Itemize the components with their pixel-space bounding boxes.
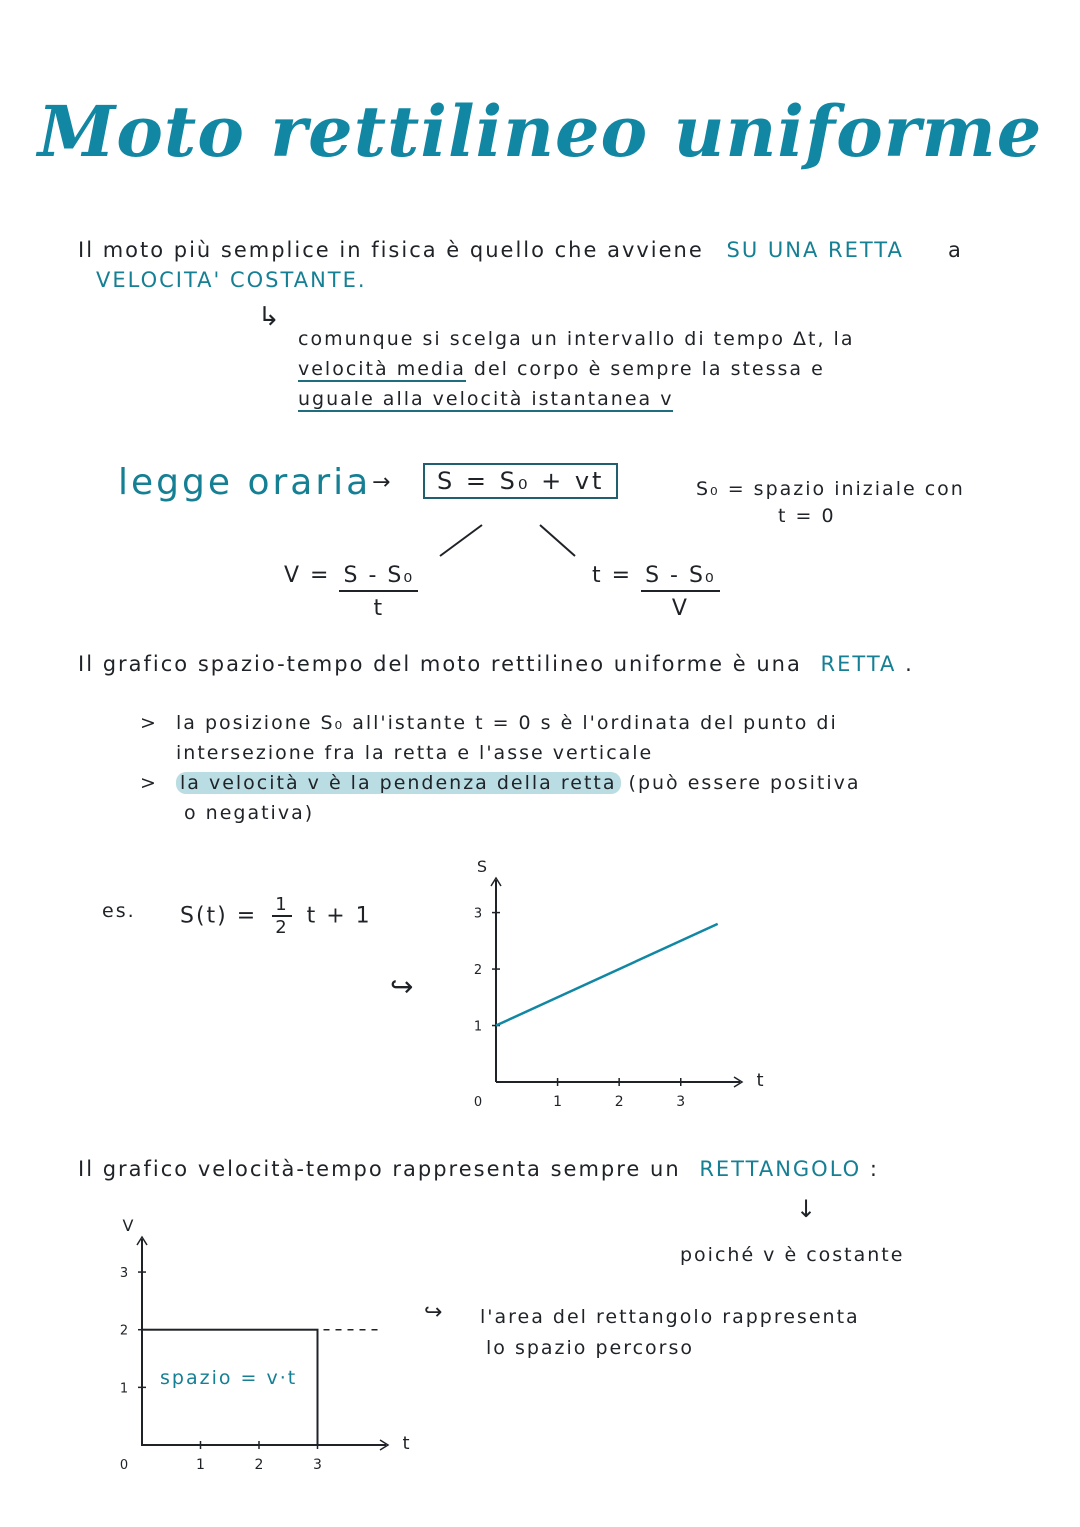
arrow-down-icon: ↓ [796, 1195, 817, 1223]
vt-colon: : [869, 1157, 879, 1181]
example-function [180, 894, 372, 938]
s0-definition: S₀ = spazio iniziale con [696, 478, 965, 500]
bullet-2-rest: (può essere positiva [628, 772, 861, 794]
y-axis-label: S [476, 860, 488, 876]
intro-highlight: SU UNA RETTA [726, 238, 904, 262]
vt-keyword: RETTANGOLO [699, 1157, 862, 1181]
y-axis-label: V [122, 1216, 134, 1235]
s0-definition-cond: t = 0 [778, 505, 836, 527]
arrow-right-icon: ↪ [424, 1300, 443, 1325]
area-label: spazio = v·t [160, 1367, 298, 1389]
example-denominator: 2 [275, 917, 289, 938]
page-title: Moto rettilineo uniforme [37, 90, 1043, 173]
x-tick-label: 1 [553, 1094, 563, 1110]
example-numerator: 1 [272, 894, 291, 917]
law-label: legge oraria [118, 462, 372, 503]
bullet-1-line-1: la posizione S₀ all'istante t = 0 s è l'ordinata del punto di [176, 712, 838, 734]
note-line-1: comunque si scelga un intervallo di tempo Δt, la [298, 328, 855, 350]
velocity-time-chart [90, 1215, 410, 1495]
vt-sentence [78, 1157, 879, 1181]
intro-connector: a [948, 238, 963, 262]
graph-sentence [78, 652, 914, 676]
graph-sentence-text: Il grafico spazio-tempo del moto rettilineo uniforme è una [78, 652, 802, 676]
t-lhs: t = [592, 563, 633, 588]
vt-sentence-text: Il grafico velocità-tempo rappresenta sempre un [78, 1157, 681, 1181]
example-lhs: S(t) = [180, 903, 258, 929]
y-tick-label: 1 [473, 1019, 483, 1035]
law-arrow: → [372, 470, 391, 495]
area-line-1: l'area del rettangolo rappresenta [480, 1306, 860, 1328]
curved-arrow-icon: ↳ [258, 302, 280, 332]
v-numerator: S - S₀ [339, 563, 418, 592]
example-label: es. [102, 900, 136, 922]
x-axis-label: t [402, 1433, 410, 1454]
bullet-2-highlight: la velocità v è la pendenza della retta [176, 772, 621, 794]
note-line-3-text: uguale alla velocità istantanea v [298, 388, 674, 410]
bullet-symbol: > [140, 772, 158, 794]
bullet-1-line-2: intersezione fra la retta e l'asse verticale [176, 742, 654, 764]
law-branch-lines [0, 0, 1080, 640]
x-tick-label: 2 [254, 1457, 264, 1473]
graph-keyword: RETTA [820, 652, 897, 676]
y-tick-label: 3 [473, 906, 483, 922]
x-tick-label: 1 [196, 1457, 205, 1473]
series-line [496, 924, 718, 1026]
x-tick-label: 3 [676, 1094, 686, 1110]
y-tick-label: 1 [119, 1381, 129, 1397]
y-tick-label: 0 [119, 1458, 129, 1473]
x-tick-label: 3 [313, 1457, 322, 1473]
intro-text: Il moto più semplice in fisica è quello che avviene [78, 238, 704, 262]
x-tick-label: 2 [614, 1094, 624, 1110]
y-tick-label: 2 [473, 963, 483, 979]
graph-sentence-end: . [905, 652, 914, 676]
law-formula: S = S₀ + vt [423, 463, 618, 499]
x-axis-label: t [756, 1070, 764, 1091]
example-rest: t + 1 [306, 903, 372, 929]
y-tick-label: 3 [119, 1266, 129, 1282]
vt-reason: poiché v è costante [680, 1244, 905, 1266]
note-line-2-rest: del corpo è sempre la stessa e [473, 358, 825, 380]
note-term: velocità media [298, 358, 466, 380]
bullet-symbol: > [140, 712, 158, 734]
space-time-chart [440, 860, 780, 1120]
time-formula [592, 563, 720, 621]
y-tick-label: 2 [119, 1323, 129, 1339]
t-numerator: S - S₀ [641, 563, 720, 592]
bullet-2-line-1 [176, 772, 861, 794]
intro-highlight-2: VELOCITA' COSTANTE. [96, 268, 367, 292]
t-denominator: V [671, 596, 689, 621]
v-denominator: t [373, 596, 385, 621]
bullet-2-line-2: o negativa) [184, 802, 315, 824]
velocity-formula [284, 563, 418, 621]
area-line-2: lo spazio percorso [486, 1337, 695, 1359]
curved-arrow-icon: ↪ [390, 970, 414, 1003]
y-tick-label: 0 [473, 1095, 483, 1110]
v-lhs: V = [284, 563, 331, 588]
